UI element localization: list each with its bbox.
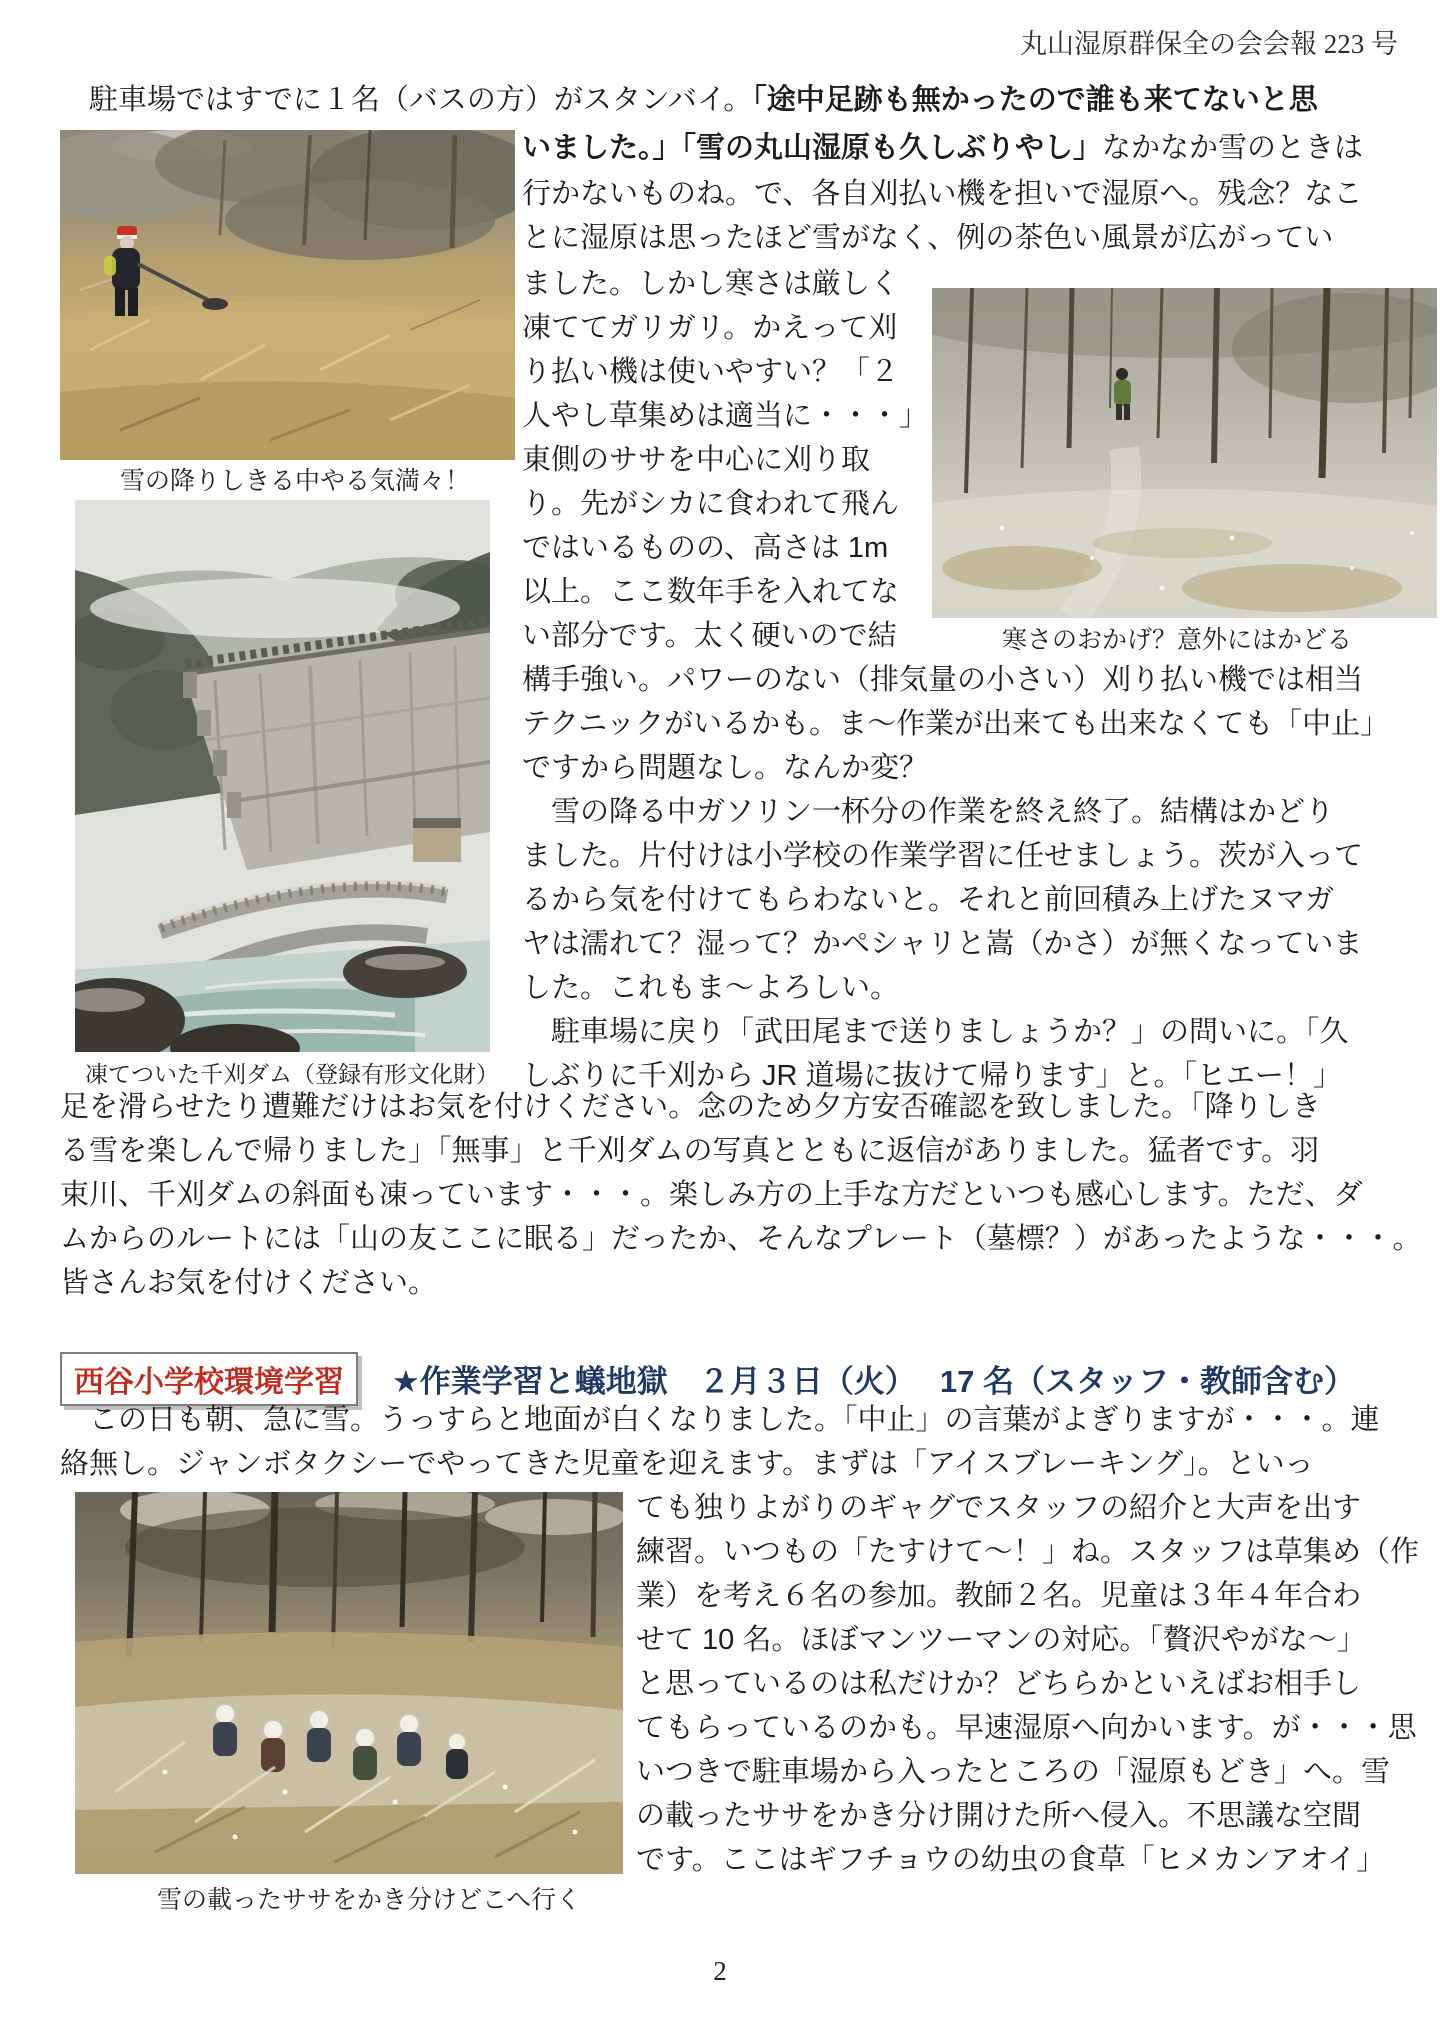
text-segment: 駐車場ではすでに１名（バスの方）がスタンバイ。 — [60, 84, 753, 116]
text-line: り払い機は使いやすい？「２ — [522, 356, 900, 388]
text-line: 人やし草集めは適当に・・・」 — [522, 400, 929, 432]
text-line: 練習。いつもの「たすけて〜！」ね。スタッフは草集め（作 — [636, 1536, 1420, 1568]
text-line: る雪を楽しんで帰りました」「無事」と千刈ダムの写真とともに返信がありました。猛者です。羽 — [60, 1135, 1320, 1167]
text-line: ても独りよがりのギャグでスタッフの紹介と大声を出す — [636, 1492, 1362, 1524]
text-line: した。これもま〜よろしい。 — [522, 972, 900, 1004]
text-line: です。ここはギフチョウの幼虫の食草「ヒメカンアオイ」 — [636, 1844, 1386, 1876]
page-number: 2 — [713, 1956, 727, 1986]
text-segment-bold: 「途中足跡も無かったので誰も来てないと思 — [752, 84, 1318, 116]
text-line: 駐車場に戻り「武田尾まで送りましょうか？」の問いに。「久 — [522, 1016, 1349, 1048]
text-segment-bold: いました。」「雪の丸山湿原も久しぶりやし」 — [522, 132, 1103, 164]
text-line: ヤは濡れて？湿って？かペシャリと嵩（かさ）が無くなっていま — [522, 928, 1363, 960]
text-line: しぶりに千刈から JR 道場に抜けて帰ります」と。「ヒエー！」 — [522, 1060, 1343, 1092]
paragraph-wide-column — [522, 658, 1437, 1098]
text-line: 足を滑らせたり遭難だけはお気を付けください。念のため夕方安否確認を致しました。「降りしき — [60, 1091, 1321, 1123]
photo-kids-sasa — [75, 1492, 623, 1874]
text-line: とに湿原は思ったほど雪がなく、例の茶色い風景が広がってい — [522, 222, 1334, 254]
text-line: 絡無し。ジャンボタクシーでやってきた児童を迎えます。まずは「アイスブレーキング」。といっ — [60, 1448, 1314, 1480]
text-segment: なかなか雪のときは — [1102, 132, 1364, 164]
text-line: せて 10 名。ほぼマンツーマンの対応。「贅沢やがな〜」 — [636, 1624, 1366, 1656]
text-line: ました。片付けは小学校の作業学習に任せましょう。茨が入って — [522, 840, 1364, 872]
photo-kids-sasa-art — [75, 1492, 623, 1874]
text-line: 構手強い。パワーのない（排気量の小さい）刈り払い機では相当 — [522, 664, 1364, 696]
text-line: い部分です。太く硬いので結 — [522, 620, 897, 652]
text-line: 雪の降る中ガソリン一杯分の作業を終え終了。結構はかどり — [522, 796, 1335, 828]
text-line: ではいるものの、高さは 1m — [522, 532, 889, 564]
photo-frozen-dam-art — [75, 500, 490, 1052]
text-line: 以上。ここ数年手を入れてな — [522, 576, 900, 608]
text-line: ですから問題なし。なんか変？ — [522, 752, 929, 784]
text-line: いつきで駐車場から入ったところの「湿原もどき」へ。雪 — [636, 1756, 1391, 1788]
newsletter-title: 丸山湿原群保全の会会報 223 号 — [1020, 29, 1398, 59]
photo-caption-1: 雪の降りしきる中やる気満々！ — [120, 468, 471, 495]
text-line: この日も朝、急に雪。うっすらと地面が白くなりました。「中止」の言葉がよぎりますが・・・。連 — [60, 1404, 1380, 1436]
text-line: り。先がシカに食われて飛ん — [522, 488, 900, 520]
intro-line-2 — [522, 126, 1363, 170]
text-line: 東側のササを中心に刈り取 — [522, 444, 871, 476]
paragraph-bottom-column — [636, 1486, 1436, 1882]
intro-line-1 — [60, 78, 1318, 122]
photo-brushcutter-field — [60, 130, 515, 460]
text-line: るから気を付けてもらわないと。それと前回積み上げたヌマガ — [522, 884, 1335, 916]
text-line: 束川、千刈ダムの斜面も凍っています・・・。楽しみ方の上手な方だといつも感心します。ただ、ダ — [60, 1179, 1363, 1211]
photo-caption-4: 雪の載ったササをかき分けどこへ行く — [157, 1887, 582, 1914]
section-title: ★作業学習と蟻地獄 ２月３日（火） 17 名（スタッフ・教師含む） — [392, 1364, 1355, 1399]
photo-caption-2: 寒さのおかげ？意外にはかどる — [1002, 627, 1353, 654]
text-line: ました。しかし寒さは厳しく — [522, 268, 900, 300]
photo-frosty-woods-art — [932, 288, 1437, 618]
text-line: 業）を考え６名の参加。教師２名。児童は３年４年合わ — [636, 1580, 1362, 1612]
text-line: 行かないものね。で、各自刈払い機を担いで湿原へ。残念？なこ — [522, 178, 1363, 210]
newsletter-header — [1020, 22, 1398, 61]
photo-caption-3: 凍てついた千刈ダム（登録有形文化財） — [85, 1062, 499, 1087]
text-line: 皆さんお気を付けください。 — [60, 1267, 438, 1299]
paragraph-mid-column — [522, 262, 952, 658]
text-line: ムからのルートには「山の友ここに眠る」だったか、そんなプレート（墓標？）があったような・・・。 — [60, 1223, 1422, 1255]
paragraph-full-width — [60, 1085, 1420, 1305]
text-line: と思っているのは私だけか？どちらかといえばお相手し — [636, 1668, 1362, 1700]
intro-paragraph — [522, 172, 1432, 260]
photo-brushcutter-art — [60, 130, 515, 460]
text-line: 凍ててガリガリ。かえって刈 — [522, 312, 898, 344]
section-badge: 西谷小学校環境学習 — [60, 1352, 358, 1406]
photo-frosty-woods — [932, 288, 1437, 618]
text-line: テクニックがいるかも。ま〜作業が出来ても出来なくても「中止」 — [522, 708, 1390, 740]
paragraph-section-intro — [60, 1398, 1420, 1486]
text-line: てもらっているのかも。早速湿原へ向かいます。が・・・思 — [636, 1712, 1417, 1744]
text-line: の載ったササをかき分け開けた所へ侵入。不思議な空間 — [636, 1800, 1362, 1832]
photo-frozen-dam — [75, 500, 490, 1052]
